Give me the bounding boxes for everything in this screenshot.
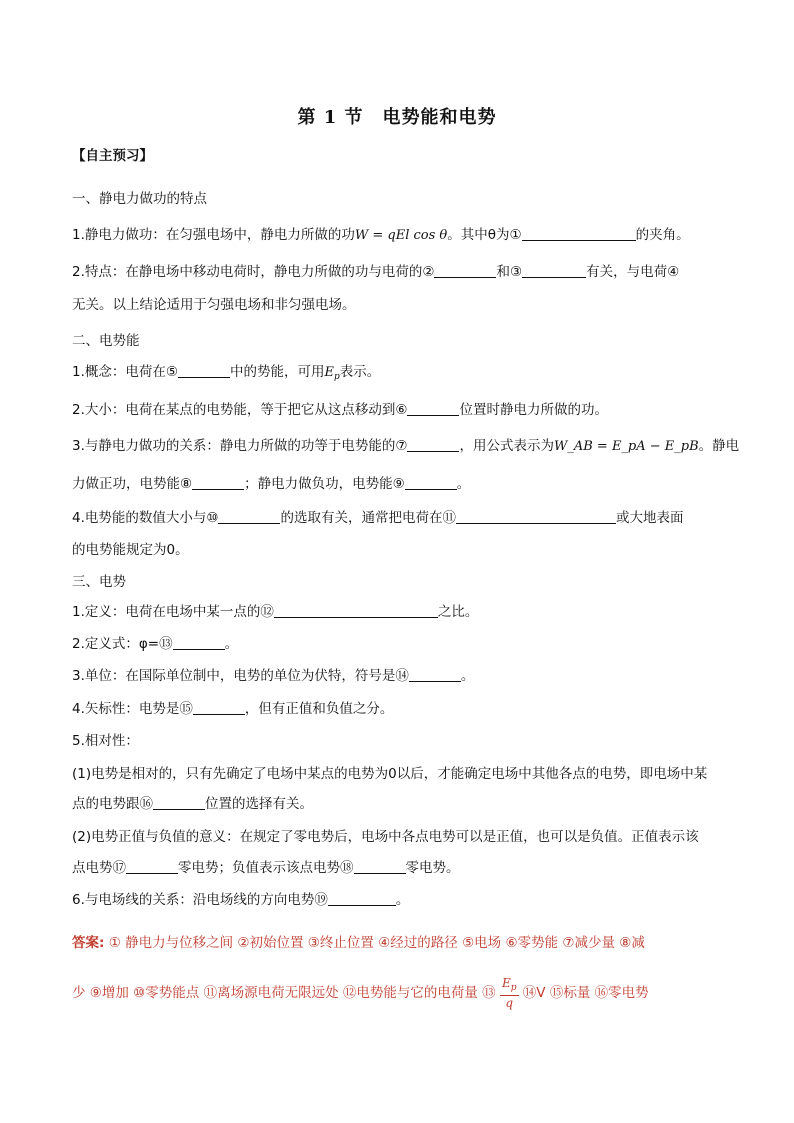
answers-text: ① 静电力与位移之间 ②初始位置 ③终止位置 ④经过的路径 ⑤电场 ⑥零势能 ⑦减少量 ⑧减 (108, 935, 645, 951)
fill-blank-8[interactable] (192, 475, 244, 490)
fill-blank-18[interactable] (354, 859, 406, 874)
fill-blank-2[interactable] (434, 263, 496, 278)
text: 1.静电力做功：在匀强电场中，静电力所做的功 (72, 227, 355, 243)
text: 3.单位：在国际单位制中，电势的单位为伏特，符号是⑭ (72, 668, 409, 684)
sec3-line1 (72, 602, 722, 622)
text: 1.概念：电荷在⑤ (72, 364, 178, 380)
text: 之比。 (437, 604, 479, 620)
text: 表示。 (339, 364, 381, 380)
sec3-line6: (1)电势是相对的，只有先确定了电场中某点的电势为0以后，才能确定电场中其他各点的电势，即电场中某 (72, 766, 708, 782)
fill-blank-9[interactable] (405, 475, 457, 490)
sec3-title: 三、电势 (72, 574, 126, 590)
sec3-line9 (72, 858, 722, 878)
formula-work-potential: W_AB = E_pA − E_pB (553, 439, 699, 454)
sec3-line10 (72, 890, 722, 910)
section-heading: 【自主预习】 (72, 148, 153, 164)
sec1-line2 (72, 262, 722, 282)
text: 位置的选择有关。 (205, 796, 313, 812)
fill-blank-3[interactable] (522, 263, 586, 278)
text: 零电势；负值表示该点电势⑱ (178, 860, 354, 876)
sec1-line3: 无关。以上结论适用于匀强电场和非匀强电场。 (72, 297, 356, 313)
text: 。 (224, 636, 239, 652)
symbol-ep: $E_p$ (324, 365, 340, 382)
text: 。其中θ为① (447, 227, 522, 243)
sec2-line2 (72, 400, 722, 420)
text: 2.大小：电荷在某点的电势能，等于把它从这点移动到⑥ (72, 402, 408, 418)
sec2-line5 (72, 508, 722, 528)
page-title: 第 1 节 电势能和电势 (297, 107, 497, 128)
fill-blank-5[interactable] (178, 363, 230, 378)
text: 。静电 (698, 438, 740, 454)
text: 4.矢标性：电势是⑮ (72, 701, 193, 717)
answers-line2 (72, 976, 722, 1010)
fill-blank-1[interactable] (522, 226, 636, 241)
text: 1.定义：电荷在电场中某一点的⑫ (72, 604, 274, 620)
text: 力做正功，电势能⑧ (72, 476, 193, 492)
formula-work: W = qEl cos θ (354, 228, 448, 243)
sec3-line8: (2)电势正值与负值的意义：在规定了零电势后，电场中各点电势可以是正值，也可以是负值。正值表示该 (72, 829, 699, 845)
fill-blank-12[interactable] (274, 603, 438, 618)
fill-blank-13[interactable] (173, 635, 225, 650)
answer-fraction: $\frac{E_p}{q}$ (501, 976, 517, 1010)
answers-label: 答案: (72, 935, 105, 951)
text: 的选取有关，通常把电荷在⑪ (280, 510, 456, 526)
fill-blank-17[interactable] (126, 859, 178, 874)
text: ，用公式表示为 (459, 438, 554, 454)
sec3-line4 (72, 699, 722, 719)
text: 2.定义式：φ=⑬ (72, 636, 173, 652)
sec3-line3 (72, 666, 722, 686)
fill-blank-15[interactable] (193, 700, 245, 715)
text: 。 (456, 476, 471, 492)
fill-blank-16[interactable] (153, 795, 205, 810)
text: 点的电势跟⑯ (72, 796, 153, 812)
sec2-line3 (72, 436, 740, 457)
answers-line1 (72, 933, 722, 953)
fill-blank-14[interactable] (409, 667, 461, 682)
fill-blank-10[interactable] (218, 509, 280, 524)
sec1-line1 (72, 225, 722, 246)
text: 有关，与电荷④ (586, 264, 680, 280)
text: 。 (460, 668, 475, 684)
text: ，但有正值和负值之分。 (244, 701, 394, 717)
text: 位置时静电力所做的功。 (459, 402, 608, 418)
answers-text: ⑭V ⑮标量 ⑯零电势 (522, 985, 649, 1001)
text: 2.特点：在静电场中移动电荷时，静电力所做的功与电荷的② (72, 264, 435, 280)
sec2-line1 (72, 362, 722, 387)
text: 零电势。 (405, 860, 460, 876)
text: 3.与静电力做功的关系：静电力所做的功等于电势能的⑦ (72, 438, 408, 454)
sec2-line4 (72, 474, 722, 494)
text: ；静电力做负功，电势能⑨ (244, 476, 405, 492)
fill-blank-7[interactable] (407, 437, 459, 452)
fill-blank-6[interactable] (407, 401, 459, 416)
sec3-line7 (72, 794, 722, 814)
text: 中的势能，可用 (229, 364, 325, 380)
sec2-line6: 的电势能规定为0。 (72, 542, 189, 558)
text: 6.与电场线的关系：沿电场线的方向电势⑲ (72, 892, 328, 908)
sec2-title: 二、电势能 (72, 333, 140, 349)
sec1-title: 一、静电力做功的特点 (72, 191, 207, 207)
text: 的夹角。 (635, 227, 690, 243)
sec3-line2 (72, 634, 722, 654)
fill-blank-19[interactable] (328, 891, 396, 906)
text: 和③ (496, 264, 523, 280)
text: 4.电势能的数值大小与⑩ (72, 510, 219, 526)
answers-text: 少 ⑨增加 ⑩零势能点 ⑪离场源电荷无限远处 ⑫电势能与它的电荷量 ⑬ (72, 985, 496, 1001)
text: 或大地表面 (615, 510, 684, 526)
text: 点电势⑰ (72, 860, 126, 876)
sec3-line5: 5.相对性： (72, 733, 139, 749)
fill-blank-11[interactable] (456, 509, 616, 524)
text: 。 (395, 892, 410, 908)
